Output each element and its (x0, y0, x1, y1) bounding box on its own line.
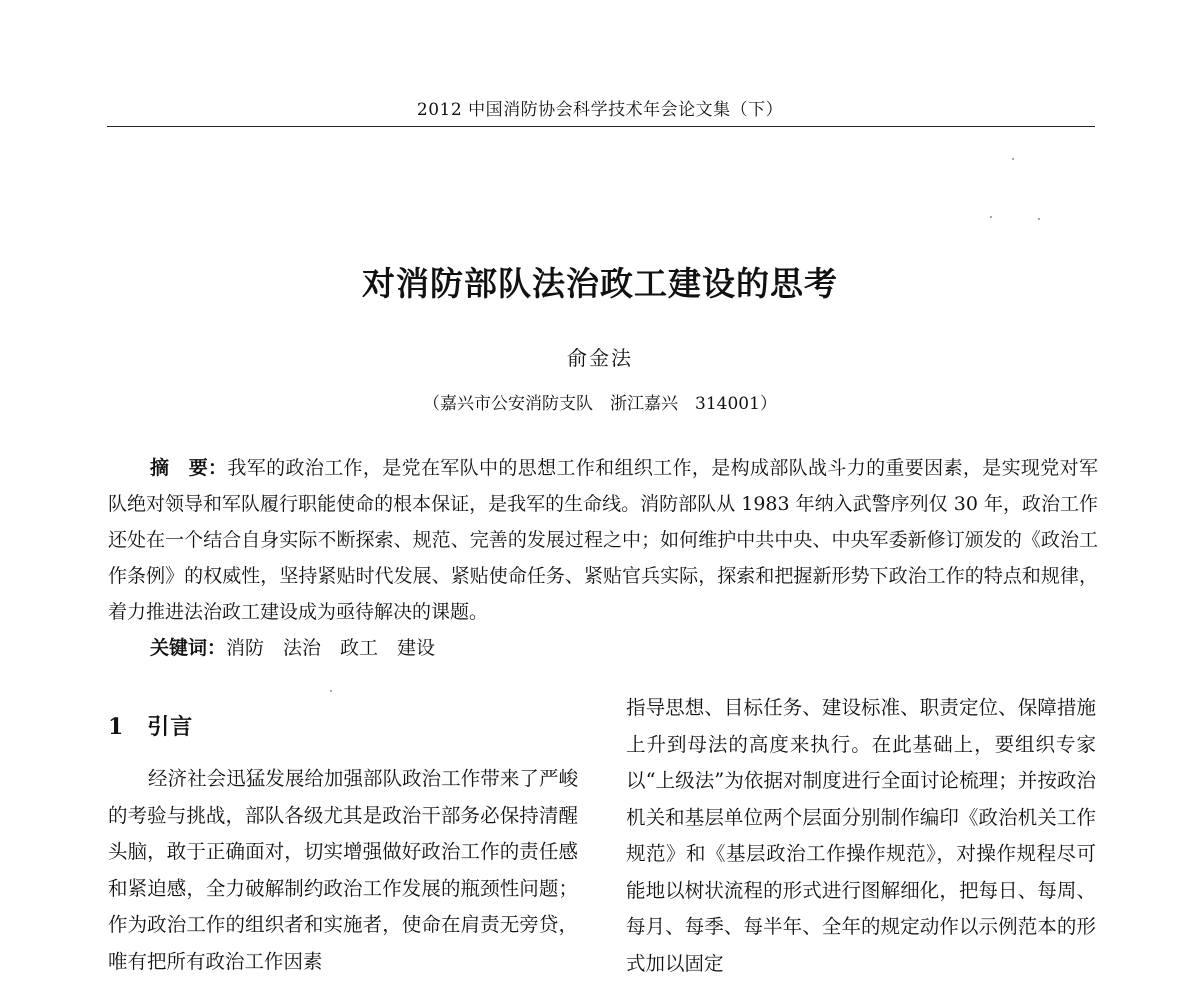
scan-speck (1012, 158, 1014, 160)
paper-affiliation: （嘉兴市公安消防支队 浙江嘉兴 314001） (423, 394, 777, 414)
paper-title: 对消防部队法治政工建设的思考 (362, 264, 838, 303)
keywords (150, 630, 435, 666)
section-heading-introduction: 1 引言 (108, 714, 194, 740)
abstract-text: 我军的政治工作，是党在军队中的思想工作和组织工作，是构成部队战斗力的重要因素，是实现党对军队绝对领导和军队履行职能使命的根本保证，是我军的生命线。消防部队从 1983 年纳入武警序列仅 30 年，政治工作还处在一个结合自身实际不断探索、规范、完善的发展过程之中；如何维护中共中央、中央军委新修订颁发的《政治工作条例》的权威性，坚持紧贴时代发展、紧贴使命任务、紧贴官兵实际，探索和把握新形势下政治工作的特点和规律，着力推进法治政工建设成为亟待解决的课题。 (108, 457, 1098, 623)
scan-speck (990, 216, 992, 218)
paper-author: 俞金法 (567, 346, 633, 370)
abstract-label: 摘 要： (150, 457, 228, 479)
running-header: 2012 中国消防协会科学技术年会论文集（下） (416, 100, 784, 120)
scan-speck (330, 690, 332, 692)
keywords-label: 关键词： (150, 637, 227, 659)
scan-speck (1038, 218, 1040, 220)
abstract (108, 450, 1098, 630)
body-text-left-column: 经济社会迅猛发展给加强部队政治工作带来了严峻的考验与挑战，部队各级尤其是政治干部务必保持清醒头脑，敢于正确面对，切实增强做好政治工作的责任感和紧迫感，全力破解制约政治工作发展的瓶颈性问题；作为政治工作的组织者和实施者，使命在肩责无旁贷，唯有把所有政治工作因素 (108, 767, 578, 973)
keywords-text: 消防 法治 政工 建设 (226, 637, 436, 659)
body-text-right-column: 指导思想、目标任务、建设标准、职责定位、保障措施上升到母法的高度来执行。在此基础上，要组织专家以“上级法”为依据对制度进行全面讨论梳理；并按政治机关和基层单位两个层面分别制作编印《政治机关工作规范》和《基层政治工作操作规范》，对操作规程尽可能地以树状流程的形式进行图解细化，把每日、每周、每月、每季、每半年、全年的规定动作以示例范本的形式加以固定 (626, 696, 1096, 975)
header-rule (107, 126, 1095, 127)
